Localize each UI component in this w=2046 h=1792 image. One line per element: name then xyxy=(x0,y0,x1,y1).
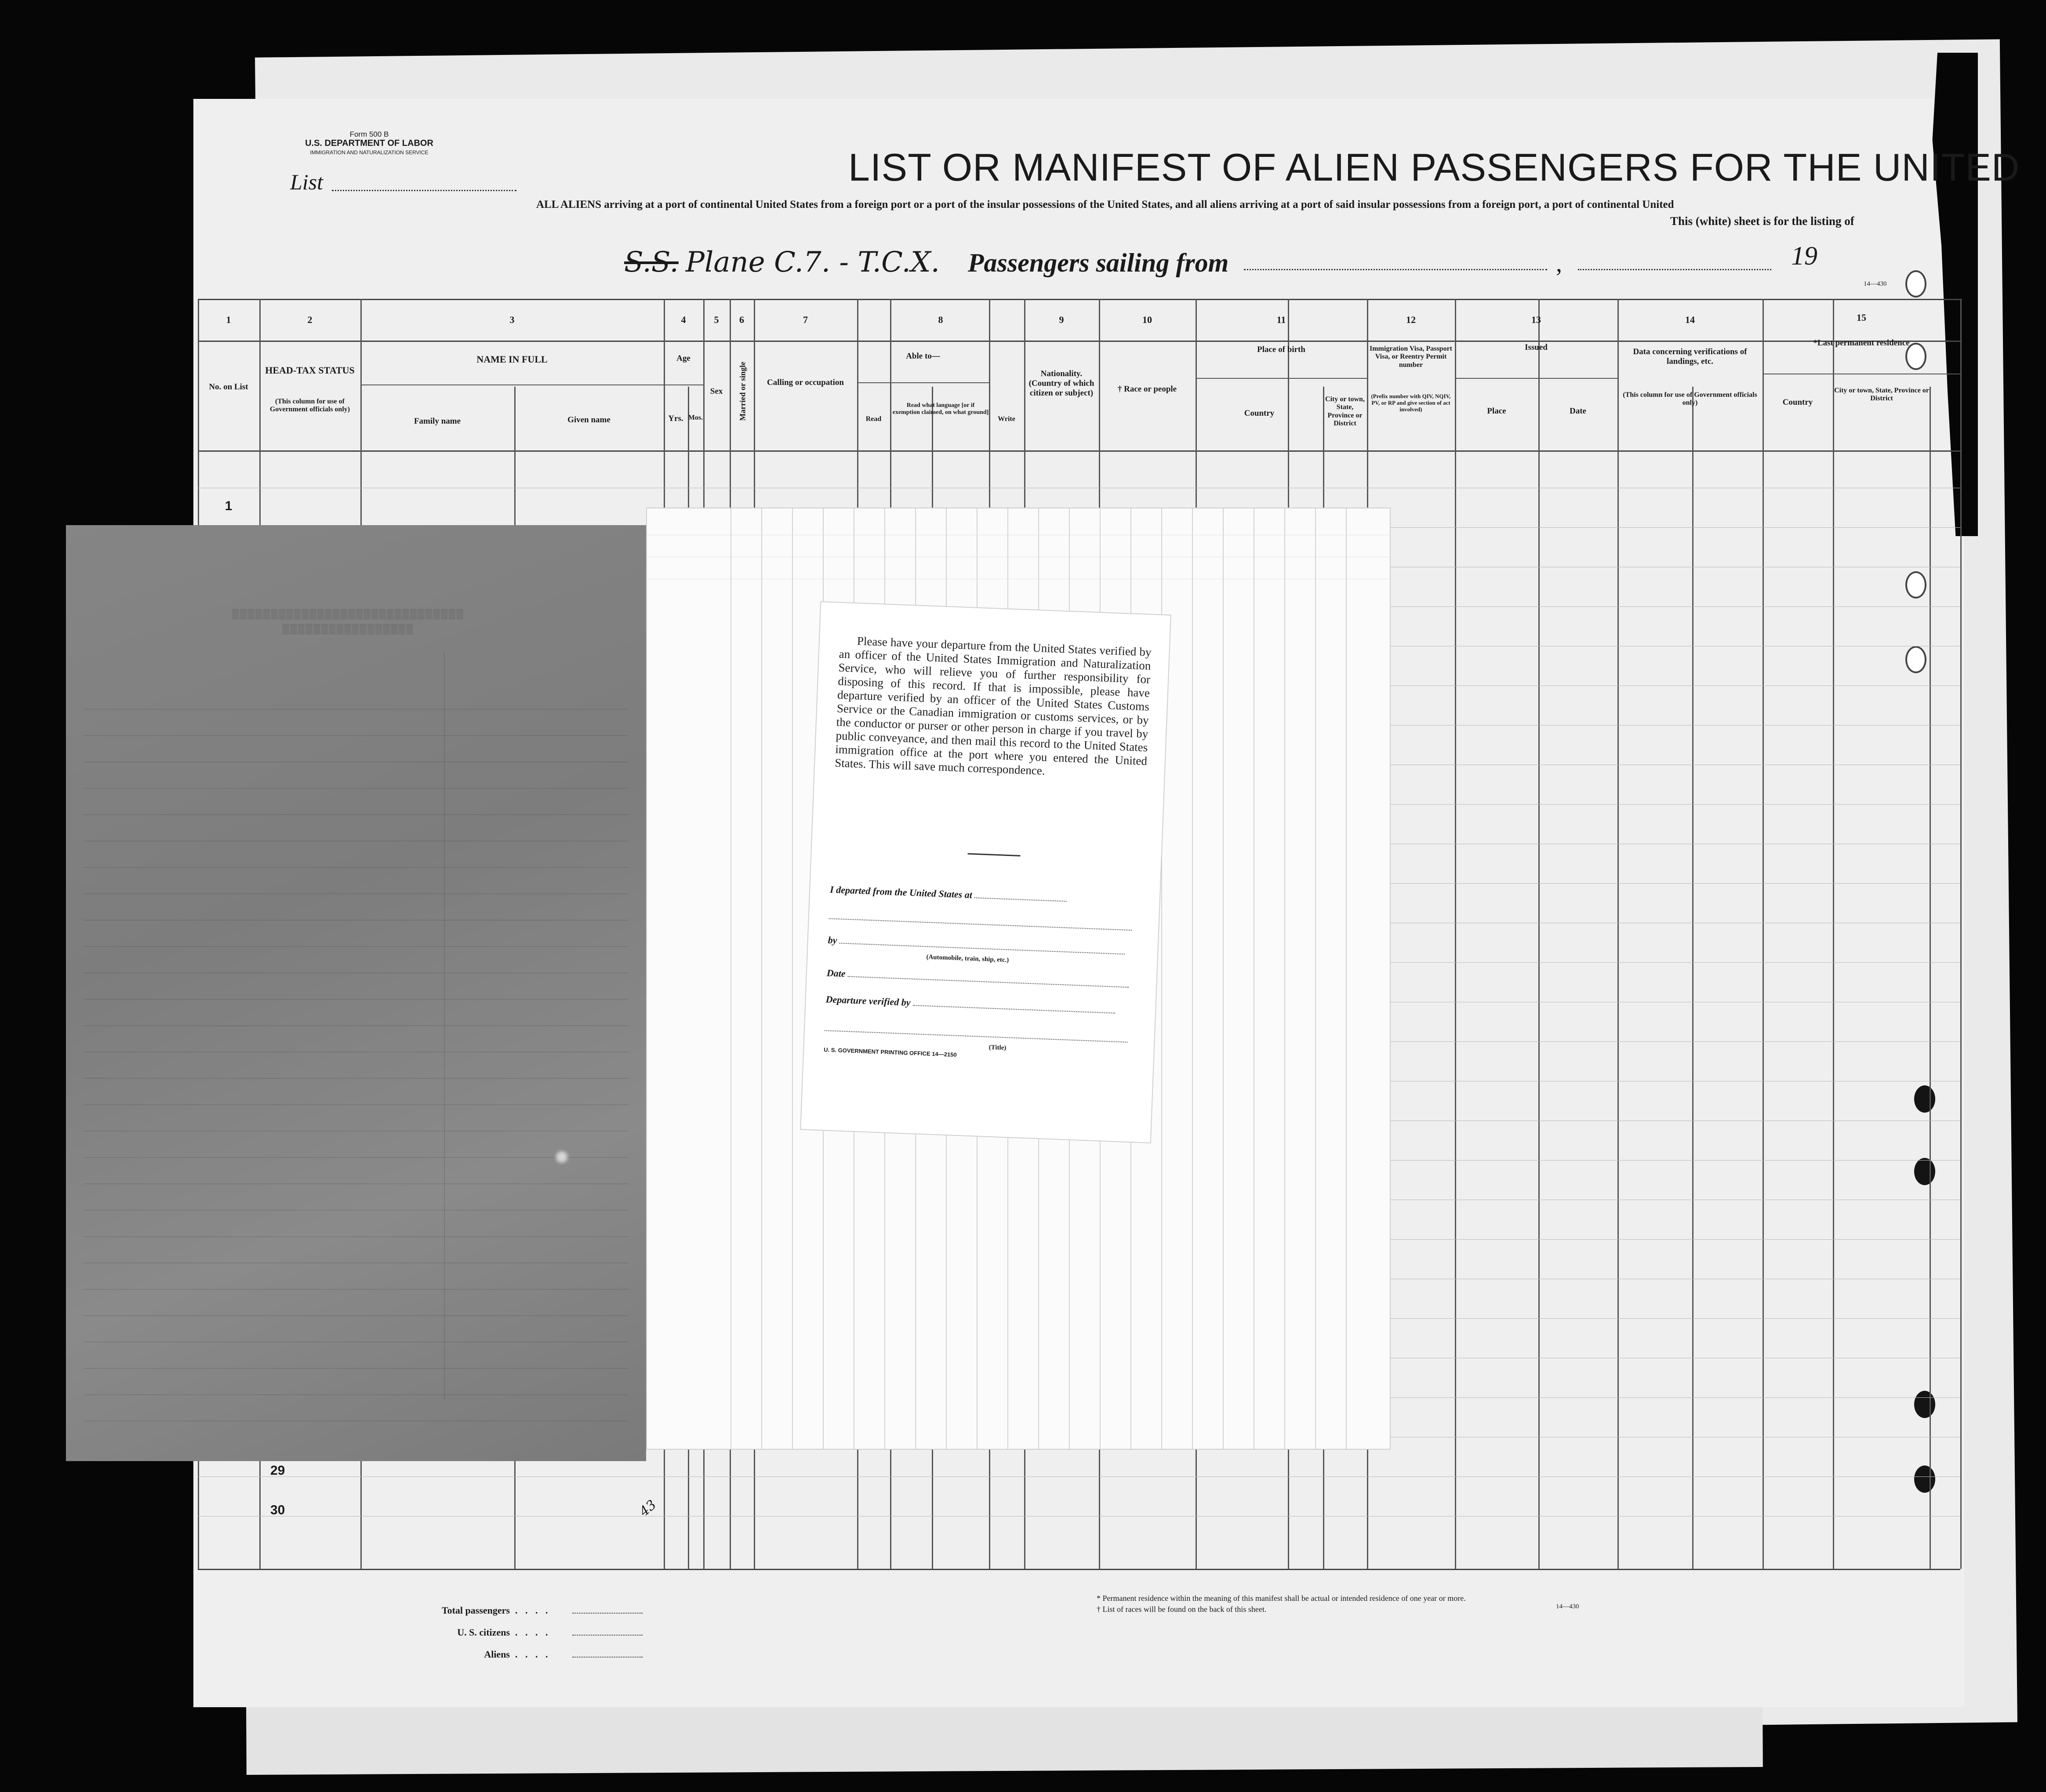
header-issued-place: Place xyxy=(1487,406,1506,416)
departure-notice-slip xyxy=(801,602,1170,1143)
header-read: Read xyxy=(865,415,882,423)
list-label: List xyxy=(290,170,323,194)
slip-blank-row xyxy=(829,910,1132,933)
header-sex: Sex xyxy=(710,387,723,396)
form-number-block xyxy=(281,130,457,157)
card-ruling xyxy=(84,683,629,1430)
col-number: 10 xyxy=(1142,314,1152,325)
date-field xyxy=(1578,269,1771,270)
total-passengers-label: Total passengers xyxy=(441,1605,510,1616)
header-write: Write xyxy=(998,415,1015,423)
punch-hole-icon xyxy=(1905,270,1926,297)
list-field xyxy=(332,190,516,191)
slip-separator xyxy=(968,853,1021,856)
footnotes xyxy=(1097,1593,1466,1615)
header-married: Married or single xyxy=(738,362,747,421)
leader-dots: . . . . xyxy=(515,1605,551,1616)
col-number: 8 xyxy=(938,314,943,325)
totals-block xyxy=(435,1600,643,1665)
slip-verified-label: Departure verified by xyxy=(825,994,911,1008)
light-spot xyxy=(556,1151,567,1163)
slip-notice-text: Please have your departure from the United States verified by an officer of the United States Immigration and Naturalization Service, who will relieve you of further responsibility for disposing of this record. If that is impossible, please have departure verified by an officer of the United States Customs Service or the Canadian immigration or customs services, or by the conductor or purser or other person in charge if you travel by public conveyance, and then mail this record to the United States immigration office at the port where you entered the United States. This will save much correspondence. xyxy=(834,634,1152,778)
header-residence-city: City or town, State, Province or District xyxy=(1834,387,1929,403)
header-city-town: City or town, State, Province or District xyxy=(1325,395,1365,428)
header-age: Age xyxy=(676,354,690,363)
us-citizens-label: U. S. citizens xyxy=(457,1627,510,1638)
header-read-language: Read what language [or if exemption claimed, on what ground] xyxy=(892,402,989,416)
header-issued-date: Date xyxy=(1570,406,1586,416)
form-number: Form 500 B xyxy=(349,130,389,138)
header-visa: Immigration Visa, Passport Visa, or Reentry Permit number xyxy=(1370,345,1452,369)
header-able-to: Able to— xyxy=(906,352,940,361)
header-last-residence: *Last permanent residence xyxy=(1813,338,1910,348)
slip-verified-field xyxy=(913,1005,1115,1014)
slip-by-label: by xyxy=(828,934,838,946)
col-number: 14 xyxy=(1685,314,1695,325)
card-divider xyxy=(444,653,445,1400)
slip-departed-field xyxy=(974,897,1067,902)
header-name-in-full: NAME IN FULL xyxy=(476,354,548,365)
page-title: LIST OR MANIFEST OF ALIEN PASSENGERS FOR THE UNITED xyxy=(848,145,2020,189)
slip-verified-row xyxy=(825,994,1115,1016)
slip-title-label: (Title) xyxy=(988,1044,1007,1052)
col-number: 13 xyxy=(1531,314,1541,325)
col-number: 12 xyxy=(1406,314,1416,325)
row-number: 29 xyxy=(270,1463,285,1478)
total-passengers-field xyxy=(572,1600,643,1614)
gray-record-card xyxy=(66,525,646,1461)
sailing-label: Passengers sailing from xyxy=(967,248,1229,277)
slip-departed-row xyxy=(830,884,1067,904)
header-data-landings-note: (This column for use of Government officials only) xyxy=(1623,391,1757,407)
header-visa-note: (Prefix number with QIV, NQIV, PV, or RP and give section of act involved) xyxy=(1371,393,1451,413)
header-head-tax-note: (This column for use of Government officials only) xyxy=(269,398,350,414)
header-race: † Race or people xyxy=(1117,385,1177,394)
col-number: 3 xyxy=(509,314,515,325)
header-given-name: Given name xyxy=(567,415,611,424)
vessel-line xyxy=(624,246,1228,279)
leader-dots: . . . . xyxy=(515,1627,551,1638)
comma: , xyxy=(1556,250,1562,277)
form-code-bottom: 14—430 xyxy=(1556,1603,1579,1610)
col-number: 1 xyxy=(226,314,231,325)
header-nationality: Nationality. (Country of which citizen or subject) xyxy=(1028,369,1094,398)
col-number: 2 xyxy=(307,314,313,325)
slip-by-field xyxy=(839,943,1125,954)
row-number: 1 xyxy=(225,499,233,513)
year-prefix: 19 xyxy=(1791,241,1817,270)
aliens-label: Aliens xyxy=(484,1649,510,1660)
header-country: Country xyxy=(1244,409,1275,418)
leader-dots: . . . . xyxy=(515,1649,551,1660)
slip-date-field xyxy=(848,976,1129,988)
header-issued: Issued xyxy=(1525,343,1548,352)
header-mos: Mos. xyxy=(688,414,703,421)
aliens-field xyxy=(572,1643,643,1658)
header-head-tax: HEAD-TAX STATUS xyxy=(265,365,355,376)
row-number: 30 xyxy=(270,1503,285,1517)
header-residence-country: Country xyxy=(1782,398,1813,407)
slip-gpo: U. S. GOVERNMENT PRINTING OFFICE 14—2150 xyxy=(823,1046,957,1058)
subtitle-line-1: ALL ALIENS arriving at a port of continental United States from a foreign port or a port of the insular possessions of the United States, and all aliens arriving at a port of said insular possessions from a foreign port, a port of continental United xyxy=(536,199,1674,210)
ss-struck: S.S. xyxy=(624,246,679,279)
header-place-of-birth: Place of birth xyxy=(1257,345,1305,354)
subtitle-line-2: This (white) sheet is for the listing of xyxy=(1670,214,1854,228)
col-number: 6 xyxy=(739,314,744,325)
col-number: 11 xyxy=(1276,314,1286,325)
col-number: 9 xyxy=(1059,314,1064,325)
col-number: 7 xyxy=(803,314,808,325)
vessel-name: Plane C.7. - T.C.X. xyxy=(685,246,940,279)
sailing-from-field xyxy=(1244,269,1547,270)
footnote-permanent: * Permanent residence within the meaning of this manifest shall be actual or intended residence of one year or more. xyxy=(1097,1594,1466,1603)
slip-by-row xyxy=(828,934,1125,957)
slip-by-note: (Automobile, train, ship, etc.) xyxy=(926,953,1009,964)
form-code-top: 14—430 xyxy=(1864,280,1887,287)
col-number: 5 xyxy=(714,314,719,325)
slip-title-row xyxy=(825,1022,1128,1045)
us-citizens-field xyxy=(572,1622,643,1636)
header-data-landings: Data concerning verifications of landings, etc. xyxy=(1633,347,1747,366)
col-number: 4 xyxy=(681,314,686,325)
header-yrs: Yrs. xyxy=(668,414,683,423)
header-no-on-list: No. on List xyxy=(209,382,248,392)
footnote-races: † List of races will be found on the back of this sheet. xyxy=(1097,1605,1267,1614)
col-number: 15 xyxy=(1857,312,1866,323)
department-name: U.S. DEPARTMENT OF LABOR xyxy=(305,138,433,148)
slip-date-row xyxy=(826,967,1129,990)
bleed-through-text: ▒▒▒▒▒▒▒▒▒▒▒▒▒▒▒▒▒▒▒▒▒▒▒▒▒▒▒▒▒▒ ▒▒▒▒▒▒▒▒▒▒▒▒▒▒▒▒▒ xyxy=(231,608,463,634)
service-name: IMMIGRATION AND NATURALIZATION SERVICE xyxy=(310,149,429,156)
slip-departed-label: I departed from the United States at xyxy=(829,884,973,900)
handwritten-mark: 43 xyxy=(636,1497,659,1520)
header-family-name: Family name xyxy=(414,417,461,426)
header-calling: Calling or occupation xyxy=(767,378,844,387)
slip-date-label: Date xyxy=(826,967,846,979)
